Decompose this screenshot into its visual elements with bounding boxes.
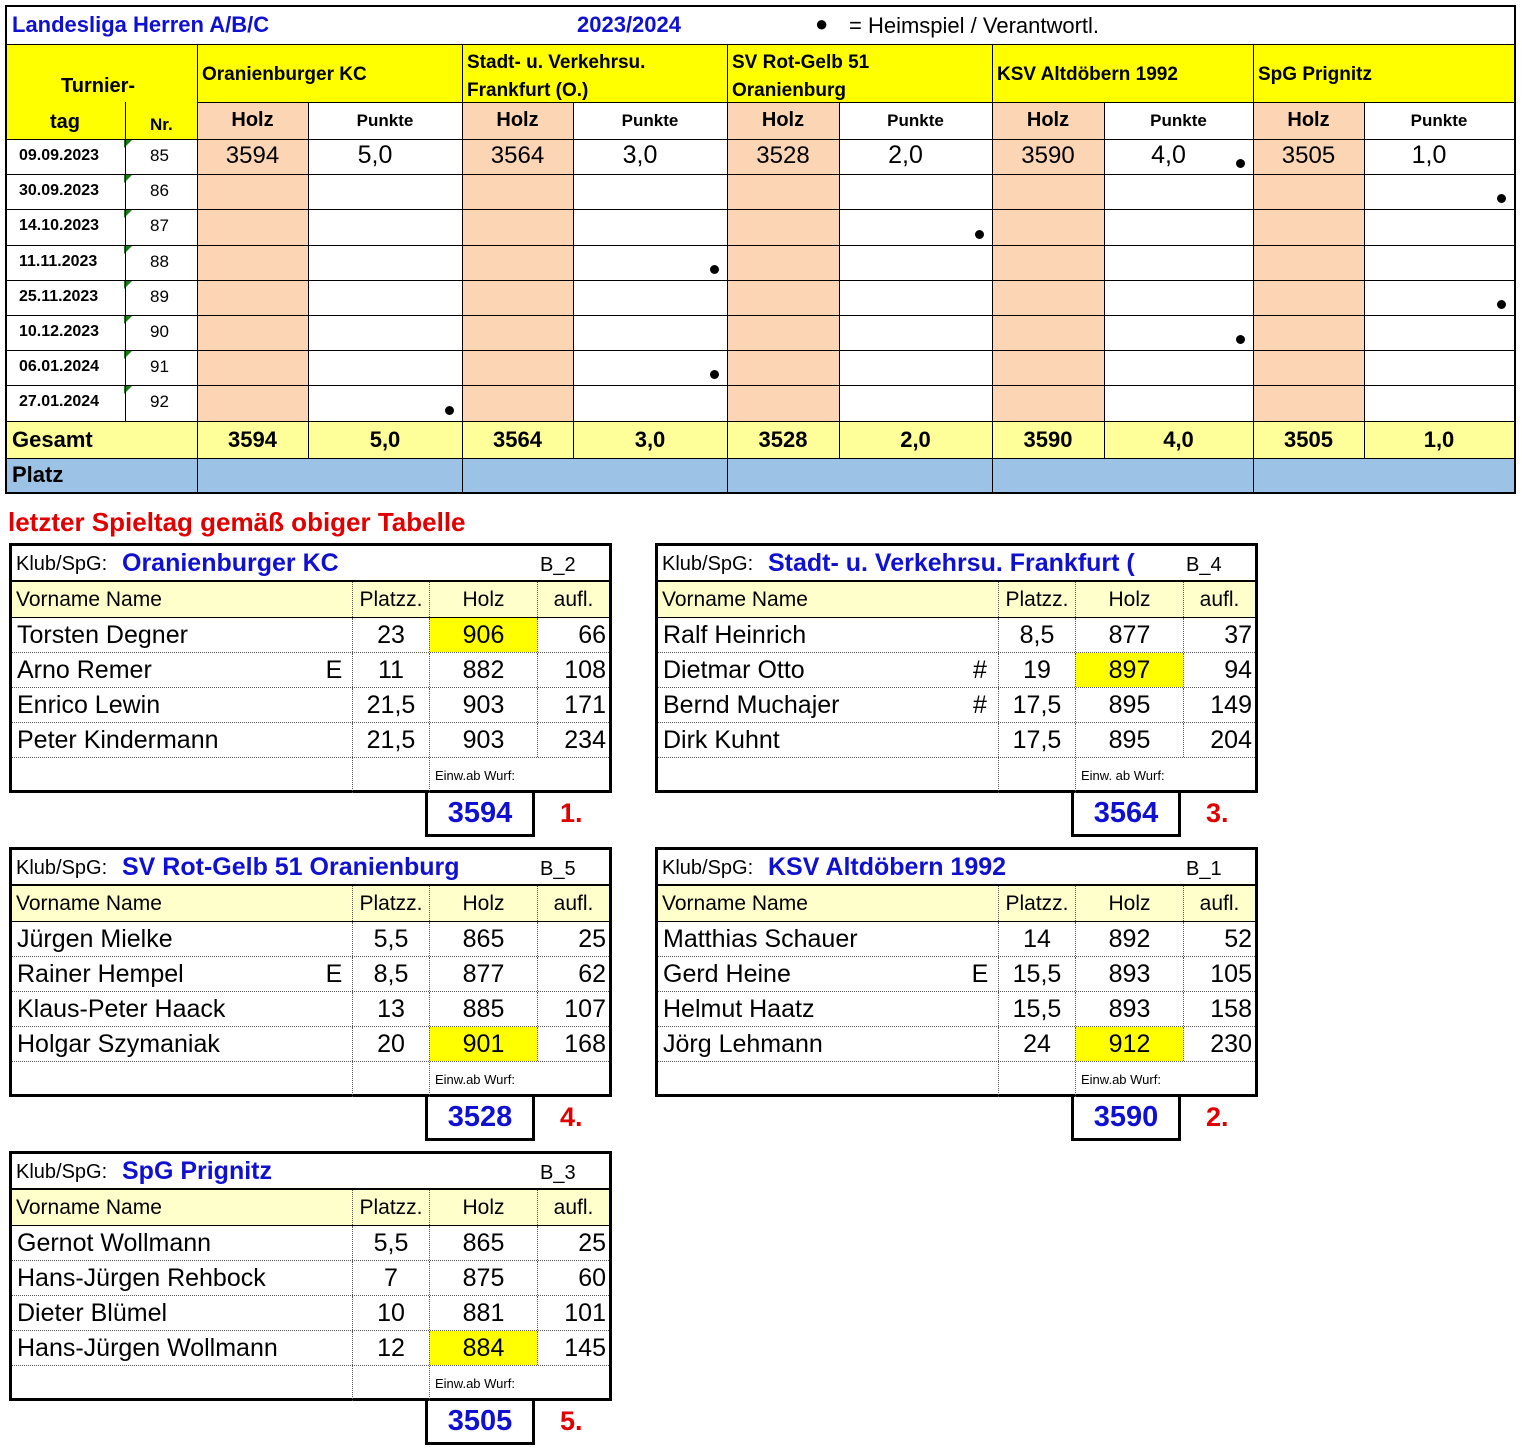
player-holz: 865 [429,1226,537,1260]
team-total: 3564 [1071,793,1181,837]
club-label: Klub/SpG: [16,553,108,575]
col-platzz-header: Platzz. [998,886,1075,921]
player-platzz: 19 [998,653,1075,687]
platz-cell [992,458,1253,492]
player-row [658,957,1255,992]
round-nr: 92 [150,392,169,412]
team-rank: 4. [560,1102,583,1132]
team-card [655,847,1258,1097]
platz-cell [727,458,992,492]
total-holz: 3590 [992,421,1104,458]
player-holz-best: 901 [429,1027,537,1061]
club-code: B_3 [540,1162,576,1184]
club-label: Klub/SpG: [16,857,108,879]
round-nr: 87 [150,216,169,236]
player-platzz: 12 [352,1331,429,1365]
home-game-dot-icon [1497,300,1506,309]
home-game-dot-icon [1236,335,1245,344]
player-platzz: 8,5 [998,618,1075,652]
team-name [467,49,645,105]
player-aufl: 168 [537,1027,609,1061]
team-name-line: SV Rot-Gelb 51 [732,52,870,73]
grid-line [7,209,1514,210]
player-holz: 893 [1075,957,1183,991]
round-date: 06.01.2024 [19,358,100,376]
grid-line [7,280,1514,281]
player-row [12,1261,609,1296]
grid-line [462,45,463,492]
round-punkte: 3,0 [622,141,658,169]
club-name: Oranienburger KC [122,549,339,577]
einw-row [12,1062,609,1097]
col-name-header: Vorname Name [662,588,808,611]
club-code: B_1 [1186,858,1222,880]
team-name-line: Stadt- u. Verkehrsu. [467,52,646,73]
col-platzz-header: Platzz. [998,582,1075,617]
einw-row [12,1366,609,1401]
punkte-column-header: Punkte [356,111,414,130]
grid-line [1364,102,1365,458]
subtitle: letzter Spieltag gemäß obiger Tabelle [8,507,466,537]
card-column-headers [12,582,609,618]
round-nr: 86 [150,181,169,201]
player-platzz: 5,5 [352,922,429,956]
round-date: 10.12.2023 [19,323,100,340]
col-holz-header: Holz [429,582,537,617]
round-holz: 3594 [225,142,280,169]
holz-column-header: Holz [992,102,1104,139]
einw-spacer [998,758,1075,793]
player-row [658,723,1255,758]
total-holz: 3505 [1253,421,1364,458]
home-game-dot-icon [445,406,454,415]
total-punkte: 3,0 [573,421,727,458]
player-platzz: 20 [352,1027,429,1061]
holz-column-header: Holz [1253,102,1364,139]
card-column-headers [12,886,609,922]
holz-column-header: Holz [727,102,839,139]
round-holz: 3590 [1021,142,1075,169]
player-aufl: 52 [1183,922,1255,956]
player-row [12,688,609,723]
round-date: 09.09.2023 [19,147,100,164]
club-name: SV Rot-Gelb 51 Oranienburg [122,853,460,881]
player-aufl: 62 [537,957,609,991]
season-label: 2023/2024 [577,12,681,37]
col-aufl-header: aufl. [537,1190,609,1225]
player-mark: # [973,691,987,719]
team-card [9,1151,612,1401]
player-holz-best: 912 [1075,1027,1183,1061]
player-name: Gernot Wollmann [17,1229,212,1257]
player-name: Klaus-Peter Haack [17,995,226,1023]
team-card [655,543,1258,793]
card-column-headers [658,582,1255,618]
club-name: Stadt- u. Verkehrsu. Frankfurt ( [768,549,1135,577]
table-title-bar [7,7,1514,45]
round-punkte: 5,0 [357,141,393,169]
turniertag-label-2: tag [50,111,80,133]
player-aufl: 230 [1183,1027,1255,1061]
player-row [658,688,1255,723]
platz-cell [462,458,727,492]
league-title: Landesliga Herren A/B/C [12,12,270,37]
einw-label: Einw.ab Wurf: [429,1366,609,1401]
holz-column-header: Holz [197,102,308,139]
player-holz-best: 884 [429,1331,537,1365]
grid-line [1104,102,1105,458]
card-header [12,546,609,582]
col-aufl-header: aufl. [537,582,609,617]
player-holz: 882 [429,653,537,687]
player-aufl: 158 [1183,992,1255,1026]
round-nr: 90 [150,322,169,341]
grid-line [1253,45,1254,492]
punkte-column-header: Punkte [887,111,944,130]
team-card [9,847,612,1097]
player-row [12,1027,609,1062]
einw-spacer [352,758,429,793]
nr-label: Nr. [150,115,173,134]
gesamt-label: Gesamt [7,421,197,458]
player-platzz: 21,5 [352,688,429,722]
player-name: Peter Kindermann [17,726,219,754]
grid-line [197,45,198,492]
player-aufl: 105 [1183,957,1255,991]
team-name [1258,61,1372,89]
player-platzz: 14 [998,922,1075,956]
club-label: Klub/SpG: [662,857,754,879]
player-holz: 865 [429,922,537,956]
round-nr: 89 [150,286,169,306]
col-name-header: Vorname Name [16,892,162,915]
round-date: 30.09.2023 [19,182,100,200]
player-holz: 892 [1075,922,1183,956]
club-name: KSV Altdöbern 1992 [768,853,1007,881]
player-name: Dietmar Otto [663,656,805,684]
card-header [12,850,609,886]
player-row [12,618,609,653]
team-total: 3594 [425,793,535,837]
player-platzz: 21,5 [352,723,429,757]
player-platzz: 24 [998,1027,1075,1061]
team-rank: 2. [1206,1102,1229,1132]
col-name-header: Vorname Name [16,1196,162,1219]
player-name: Hans-Jürgen Rehbock [17,1264,266,1292]
player-row [658,992,1255,1027]
player-aufl: 234 [537,723,609,757]
einw-row [658,1062,1255,1097]
punkte-column-header: Punkte [1410,111,1468,130]
round-nr: 88 [150,251,169,271]
player-holz: 875 [429,1261,537,1295]
card-header [12,1154,609,1190]
club-name: SpG Prignitz [122,1157,272,1185]
player-aufl: 107 [537,992,609,1026]
team-name-line: SpG Prignitz [1258,64,1372,85]
grid-line [7,139,1514,140]
grid-line [125,102,126,421]
team-name [997,61,1178,89]
player-platzz: 17,5 [998,688,1075,722]
grid-line [992,45,993,492]
results-grid [7,45,1514,492]
player-platzz: 23 [352,618,429,652]
round-date: 14.10.2023 [19,217,100,235]
player-row [12,957,609,992]
col-platzz-header: Platzz. [352,886,429,921]
player-row [12,653,609,688]
team-name [202,61,367,89]
player-name: Rainer Hempel [17,960,184,988]
punkte-column-header: Punkte [1150,111,1207,130]
platz-label: Platz [7,458,197,492]
col-holz-header: Holz [429,886,537,921]
player-aufl: 94 [1183,653,1255,687]
player-name: Gerd Heine [663,960,791,988]
round-punkte: 4,0 [1151,141,1186,169]
card-header [658,850,1255,886]
total-punkte: 5,0 [308,421,462,458]
player-platzz: 15,5 [998,957,1075,991]
grid-line [7,245,1514,246]
round-holz: 3528 [756,142,810,169]
total-punkte: 1,0 [1364,421,1514,458]
grid-line [7,174,1514,175]
card-header [658,546,1255,582]
grid-line [308,102,309,458]
player-aufl: 204 [1183,723,1255,757]
player-aufl: 37 [1183,618,1255,652]
team-name-line: Oranienburg [732,80,847,101]
player-platzz: 11 [352,653,429,687]
einw-label: Einw.ab Wurf: [1075,1062,1255,1097]
player-name: Arno Remer [17,656,152,684]
team-total: 3590 [1071,1097,1181,1141]
round-date: 11.11.2023 [19,252,98,270]
player-platzz: 8,5 [352,957,429,991]
home-game-dot-icon [710,265,719,274]
home-game-dot-icon [1497,194,1506,203]
player-row [12,723,609,758]
round-nr: 85 [150,146,169,165]
player-name: Ralf Heinrich [663,621,807,649]
player-mark: E [325,960,343,988]
player-aufl: 149 [1183,688,1255,722]
player-holz: 903 [429,723,537,757]
player-holz-best: 906 [429,618,537,652]
total-holz: 3564 [462,421,573,458]
grid-line [197,102,1514,103]
player-row [658,653,1255,688]
player-aufl: 101 [537,1296,609,1330]
player-platzz: 10 [352,1296,429,1330]
player-platzz: 7 [352,1261,429,1295]
player-mark: # [973,656,987,684]
player-aufl: 60 [537,1261,609,1295]
card-column-headers [658,886,1255,922]
player-holz: 893 [1075,992,1183,1026]
col-aufl-header: aufl. [537,886,609,921]
round-punkte: 1,0 [1411,141,1447,169]
player-aufl: 171 [537,688,609,722]
player-name: Torsten Degner [17,621,188,649]
round-holz: 3505 [1281,142,1336,169]
player-name: Dirk Kuhnt [663,726,780,754]
col-aufl-header: aufl. [1183,582,1255,617]
player-name: Hans-Jürgen Wollmann [17,1334,278,1362]
player-aufl: 66 [537,618,609,652]
einw-label: Einw.ab Wurf: [429,1062,609,1097]
col-holz-header: Holz [1075,582,1183,617]
team-name-line: KSV Altdöbern 1992 [997,64,1178,85]
home-game-legend-icon: ● [815,11,829,36]
player-holz: 895 [1075,688,1183,722]
grid-line [7,385,1514,386]
player-aufl: 25 [537,922,609,956]
player-platzz: 13 [352,992,429,1026]
player-name: Matthias Schauer [663,925,858,953]
team-name [732,49,869,105]
player-platzz: 17,5 [998,723,1075,757]
round-date: 27.01.2024 [19,393,100,411]
card-column-headers [12,1190,609,1226]
round-punkte: 2,0 [888,141,923,169]
col-holz-header: Holz [1075,886,1183,921]
player-name: Dieter Blümel [17,1299,168,1327]
holz-column-header: Holz [462,102,573,139]
legend-text: = Heimspiel / Verantwortl. [849,13,1100,38]
team-total: 3505 [425,1401,535,1445]
grid-line [7,458,1514,459]
player-name: Holgar Szymaniak [17,1030,220,1058]
player-holz: 903 [429,688,537,722]
col-holz-header: Holz [429,1190,537,1225]
punkte-column-header: Punkte [621,111,679,130]
grid-line [7,350,1514,351]
team-card [9,543,612,793]
total-punkte: 2,0 [839,421,992,458]
player-row [12,1331,609,1366]
player-name: Jürgen Mielke [17,925,173,953]
player-name: Jörg Lehmann [663,1030,823,1058]
player-holz: 881 [429,1296,537,1330]
grid-line [727,45,728,492]
player-holz: 877 [429,957,537,991]
einw-label: Einw.ab Wurf: [429,758,609,793]
player-mark: E [325,656,343,684]
standings-table [5,5,1516,494]
player-row [12,1296,609,1331]
player-row [12,992,609,1027]
einw-label: Einw. ab Wurf: [1075,758,1255,793]
player-name: Enrico Lewin [17,691,161,719]
grid-line [7,315,1514,316]
player-holz: 895 [1075,723,1183,757]
player-platzz: 15,5 [998,992,1075,1026]
col-platzz-header: Platzz. [352,1190,429,1225]
player-name: Helmut Haatz [663,995,815,1023]
einw-spacer [352,1366,429,1401]
grid-line [839,102,840,458]
einw-spacer [998,1062,1075,1097]
team-name-line: Oranienburger KC [202,64,367,85]
player-mark: E [971,960,989,988]
total-punkte: 4,0 [1104,421,1253,458]
home-game-dot-icon [1236,159,1245,168]
team-total: 3528 [425,1097,535,1141]
player-holz: 885 [429,992,537,1026]
einw-row [658,758,1255,793]
platz-cell [197,458,462,492]
player-holz: 877 [1075,618,1183,652]
total-holz: 3594 [197,421,308,458]
platz-cell [1253,458,1514,492]
grid-line [573,102,574,458]
home-game-dot-icon [975,230,984,239]
round-holz: 3564 [490,142,545,169]
total-holz: 3528 [727,421,839,458]
player-holz-best: 897 [1075,653,1183,687]
team-rank: 5. [560,1406,583,1436]
player-row [12,922,609,957]
einw-spacer [352,1062,429,1097]
einw-row [12,758,609,793]
player-row [12,1226,609,1261]
player-row [658,922,1255,957]
club-code: B_4 [1186,554,1222,576]
player-row [658,618,1255,653]
player-name: Bernd Muchajer [663,691,840,719]
col-name-header: Vorname Name [662,892,808,915]
player-row [658,1027,1255,1062]
home-game-dot-icon [710,370,719,379]
round-nr: 91 [150,357,169,377]
player-aufl: 145 [537,1331,609,1365]
club-label: Klub/SpG: [662,553,754,575]
team-rank: 1. [560,798,583,828]
club-code: B_2 [540,554,576,576]
team-rank: 3. [1206,798,1229,828]
turniertag-label-1: Turnier- [61,75,136,97]
round-date: 25.11.2023 [19,287,99,305]
col-platzz-header: Platzz. [352,582,429,617]
grid-line [7,421,1514,422]
col-name-header: Vorname Name [16,588,162,611]
player-aufl: 25 [537,1226,609,1260]
player-aufl: 108 [537,653,609,687]
player-platzz: 5,5 [352,1226,429,1260]
club-code: B_5 [540,858,576,880]
club-label: Klub/SpG: [16,1161,108,1183]
team-name-line: Frankfurt (O.) [467,80,589,101]
col-aufl-header: aufl. [1183,886,1255,921]
